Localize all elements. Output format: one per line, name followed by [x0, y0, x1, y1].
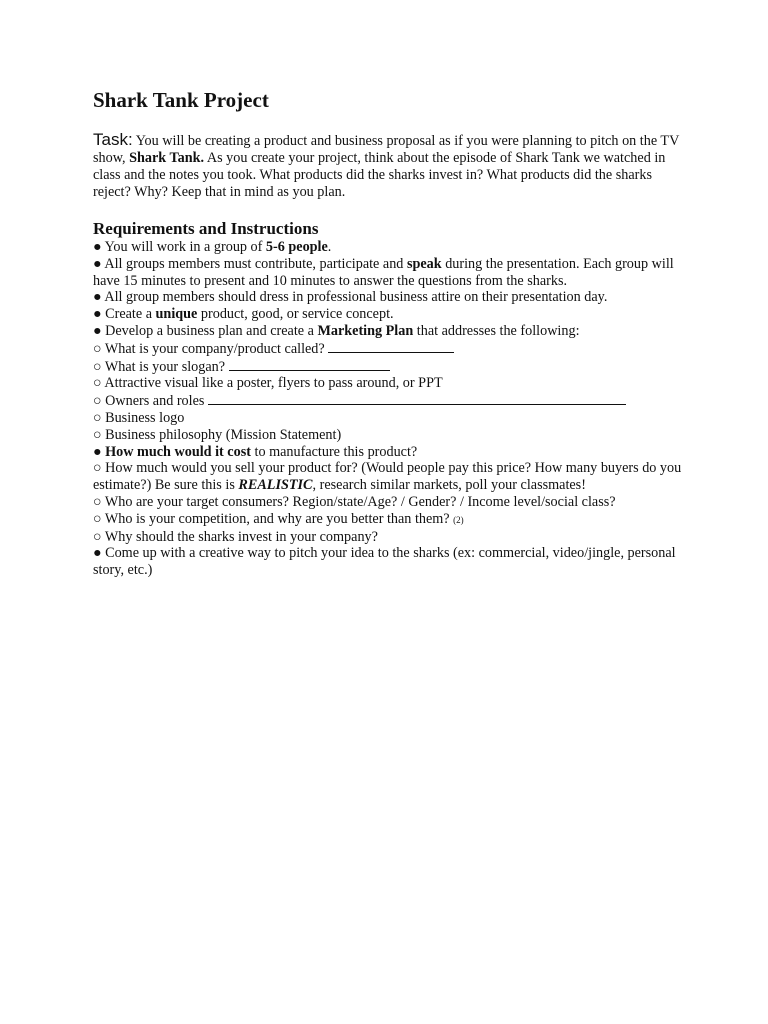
- requirement-unique-product: [93, 306, 683, 323]
- requirement-bold: How much would it cost: [101, 443, 251, 460]
- subitem-text: What is your company/product called?: [101, 340, 329, 357]
- subitem-why-invest: [93, 529, 683, 546]
- requirement-cost: [93, 444, 683, 461]
- requirement-text: All groups members must contribute, participate and: [101, 255, 407, 272]
- bullet-icon: ●: [93, 306, 102, 323]
- circle-icon: ○: [93, 393, 102, 410]
- requirement-bold: speak: [406, 255, 442, 272]
- task-show-name: Shark Tank.: [129, 150, 205, 166]
- small-note: (2): [453, 514, 464, 525]
- subitem-price: [93, 460, 683, 494]
- subitem-text: Owners and roles: [101, 393, 208, 410]
- bullet-icon: ●: [93, 289, 102, 306]
- subitem-competition: [93, 511, 683, 529]
- requirement-pitch: [93, 545, 683, 579]
- requirements-list: [93, 239, 683, 579]
- requirement-attire: [93, 289, 683, 306]
- requirement-bold: 5-6 people: [265, 239, 328, 255]
- subitem-slogan: [93, 358, 683, 376]
- subitem-logo: [93, 410, 683, 427]
- requirement-bold: unique: [155, 306, 198, 323]
- subitem-text: Business logo: [101, 409, 185, 426]
- subitem-company-name: [93, 340, 683, 358]
- circle-icon: ○: [93, 375, 102, 392]
- bullet-icon: ●: [93, 443, 102, 460]
- requirement-group-size: [93, 239, 683, 256]
- subitem-text: Who are your target consumers? Region/state/Age? / Gender? / Income level/social class?: [101, 493, 616, 510]
- subitem-philosophy: [93, 427, 683, 444]
- requirement-text: to manufacture this product?: [250, 443, 418, 460]
- subitem-text: What is your slogan?: [101, 358, 229, 375]
- subitem-visual: [93, 375, 683, 392]
- circle-icon: ○: [93, 358, 102, 375]
- subitem-text: How much would you sell your product for? (Would people pay this price? How many buyers do you estimate?) Be sure this is: [93, 460, 682, 494]
- requirement-marketing-plan: [93, 323, 683, 340]
- subitem-target-consumers: [93, 494, 683, 511]
- circle-icon: ○: [93, 426, 102, 443]
- task-text-2: As you create your project, think about the episode of Shark Tank we watched in class and the notes you took. What products did the sharks invest in? What products did the sharks reject? Why? Keep that in mind as you plan.: [93, 150, 666, 200]
- requirement-text: Come up with a creative way to pitch your idea to the sharks (ex: commercial, video/jingle, personal story, etc.): [93, 545, 676, 579]
- subitem-text: Business philosophy (Mission Statement): [101, 426, 342, 443]
- requirement-text: that addresses the following:: [413, 322, 580, 339]
- bullet-icon: ●: [93, 545, 102, 562]
- requirement-text: You will work in a group of: [101, 239, 266, 255]
- bullet-icon: ●: [93, 255, 102, 272]
- requirement-text: Develop a business plan and create a: [101, 322, 318, 339]
- circle-icon: ○: [93, 528, 102, 545]
- subitem-text: Why should the sharks invest in your company?: [101, 528, 378, 545]
- circle-icon: ○: [93, 409, 102, 426]
- circle-icon: ○: [93, 340, 102, 357]
- task-label: Task:: [93, 130, 133, 149]
- circle-icon: ○: [93, 493, 102, 510]
- subitem-text: , research similar markets, poll your classmates!: [312, 477, 586, 494]
- task-paragraph: [93, 131, 683, 201]
- requirement-text: product, good, or service concept.: [197, 306, 394, 323]
- requirement-text: during the presentation. Each group will have 15 minutes to present and 10 minutes to answer the questions from the sharks.: [93, 255, 674, 289]
- requirement-participation: [93, 256, 683, 290]
- fill-in-blank: [208, 392, 626, 405]
- subitem-bold-italic: REALISTIC: [238, 477, 313, 494]
- subitem-text: Who is your competition, and why are you better than them?: [101, 510, 454, 527]
- fill-in-blank: [328, 340, 454, 353]
- requirement-text: Create a: [101, 306, 156, 323]
- document-page: [93, 86, 683, 579]
- subitem-owners-roles: [93, 392, 683, 410]
- requirement-text: All group members should dress in professional business attire on their presentation day.: [101, 289, 608, 306]
- bullet-icon: ●: [93, 322, 102, 339]
- circle-icon: ○: [93, 460, 102, 477]
- requirement-bold: Marketing Plan: [317, 322, 414, 339]
- bullet-icon: ●: [93, 239, 102, 255]
- document-title: Shark Tank Project: [93, 88, 269, 112]
- requirements-heading: Requirements and Instructions: [93, 219, 319, 238]
- circle-icon: ○: [93, 510, 102, 527]
- subitem-text: Attractive visual like a poster, flyers to pass around, or PPT: [101, 375, 443, 392]
- fill-in-blank: [229, 358, 390, 371]
- requirement-text: .: [327, 239, 332, 255]
- task-text-1: You will be creating a product and business proposal as if you were planning to pitch on the TV show,: [93, 133, 680, 166]
